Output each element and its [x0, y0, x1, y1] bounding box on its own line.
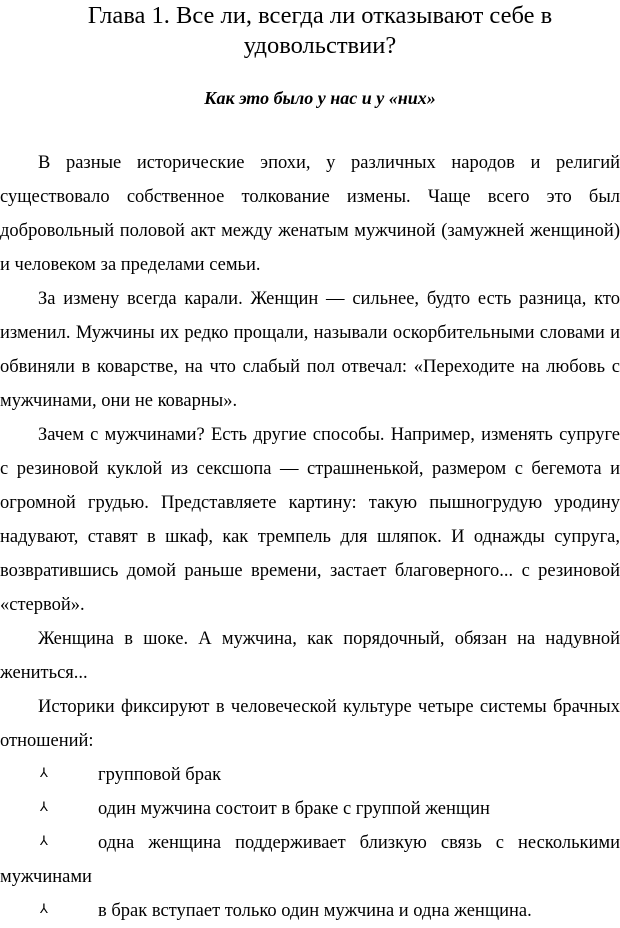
list-item: [0, 826, 620, 894]
section-title: Как это было у нас и у «них»: [204, 88, 436, 108]
list-item-text: один мужчина состоит в браке с группой женщин: [98, 799, 490, 819]
tri-arrow-bullet-icon: ⅄: [40, 765, 48, 780]
list-item: [0, 792, 620, 826]
body-text: [0, 146, 620, 928]
paragraph: Историки фиксируют в человеческой культуре четыре системы брачных отношений:: [0, 697, 620, 751]
marriage-systems-list: [0, 758, 620, 928]
paragraph: Зачем с мужчинами? Есть другие способы. Например, изменять супруге с резиновой куклой из сексшопа — страшненькой, размером с бегемота и огромной грудью. Представляете картину: такую пышногрудую уродину надувают, ставят в шкаф, как тремпель для шляпок. И однажды супруга, возвратившись домой раньше времени, застает благоверного... с резиновой «стервой».: [0, 425, 620, 615]
list-item-text: в брак вступает только один мужчина и одна женщина.: [98, 901, 532, 921]
list-item: [0, 758, 620, 792]
list-item-text: групповой брак: [98, 765, 222, 785]
chapter-title: Глава 1. Все ли, всегда ли отказывают себе в удовольствии?: [87, 2, 553, 59]
tri-arrow-bullet-icon: ⅄: [40, 901, 48, 916]
paragraph: За измену всегда карали. Женщин — сильнее, будто есть разница, кто изменил. Мужчины их редко прощали, называли оскорбительными словами и обвиняли в коварстве, на что слабый пол отвечал: «Переходите на любовь с мужчинами, они не коварны».: [0, 289, 620, 411]
paragraph: В разные исторические эпохи, у различных народов и религий существовало собственное толкование измены. Чаще всего это был добровольный половой акт между женатым мужчиной (замужней женщиной) и человеком за пределами семьи.: [0, 153, 620, 275]
list-item-text: одна женщина поддерживает близкую связь с несколькими мужчинами: [0, 833, 620, 887]
tri-arrow-bullet-icon: ⅄: [40, 833, 48, 848]
paragraph: Женщина в шоке. А мужчина, как порядочный, обязан на надувной жениться...: [0, 629, 620, 683]
list-item: [0, 894, 620, 928]
tri-arrow-bullet-icon: ⅄: [40, 799, 48, 814]
